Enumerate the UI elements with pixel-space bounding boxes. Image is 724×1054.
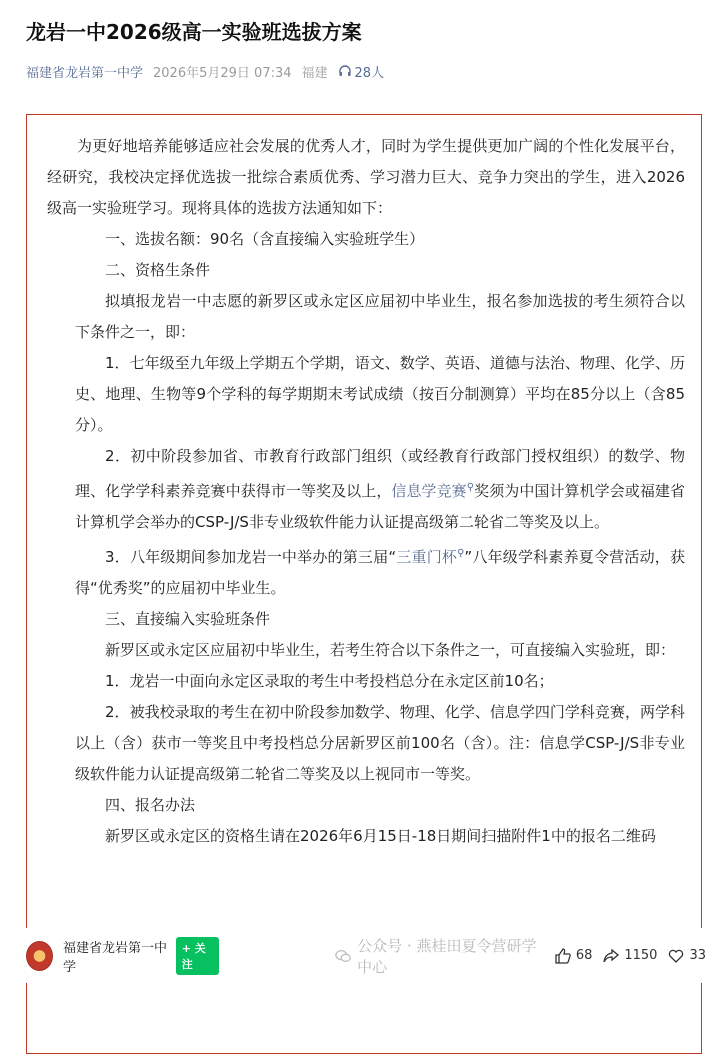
heading-direct: 三、直接编入实验班条件 (105, 610, 271, 628)
listen-button[interactable] (338, 62, 385, 81)
paragraph-signup: 新罗区或永定区的资格生请在2026年6月15日-18日期间扫描附件1中的报名二维码 (105, 827, 656, 845)
share-count: 1150 (624, 948, 658, 963)
paragraph-intro: 为更好地培养能够适应社会发展的优秀人才，同时为学生提供更加广阔的个性化发展平台，经研究，我校决定择优选拔一批综合素质优秀、学习潜力巨大、竞争力突出的学生，进入2026级高一实验班学习。现将具体的选拔方法通知如下： (47, 137, 685, 217)
heading-eligibility: 二、资格生条件 (105, 261, 211, 279)
heart-icon (667, 947, 685, 965)
heading-quota: 一、选拔名额：90名（含直接编入实验班学生） (105, 230, 425, 248)
keyword-link-sanchongmen[interactable]: 三重门杯 (396, 548, 458, 566)
search-icon: ⚲ (457, 548, 465, 559)
page-title: 龙岩一中2026级高一实验班选拔方案 (26, 20, 362, 44)
listener-count: 28人 (354, 65, 385, 81)
publish-date: 2026年5月29日 07:34 (153, 65, 292, 81)
like-button[interactable] (554, 947, 593, 965)
paragraph-eligibility: 拟填报龙岩一中志愿的新罗区或永定区应届初中毕业生，报名参加选拔的考生须符合以下条件之一，即： (75, 292, 685, 341)
condition-2: 2．初中阶段参加省、市教育行政部门组织（或经教育行政部门授权组织）的数学、物理、化学学科素养竞赛中获得市一等奖及以上，信息学竞赛⚲奖须为中国计算机学会或福建省计算机学会举办的CSP-J/S非专业级软件能力认证提高级第二轮省二等奖及以上。 (75, 447, 685, 531)
avatar[interactable] (26, 941, 53, 971)
heart-count: 33 (689, 948, 706, 963)
like-count: 68 (575, 948, 593, 963)
follow-button[interactable]: + 关注 (176, 937, 219, 975)
keyword-link-informatics[interactable]: 信息学竞赛 (391, 482, 467, 500)
headphones-icon (338, 64, 352, 78)
condition-1: 1．七年级至九年级上学期五个学期，语文、数学、英语、道德与法治、物理、化学、历史、地理、生物等9个学科的每学期期末考试成绩（按百分制测算）平均在85分以上（含85分）。 (75, 354, 685, 434)
article-meta (26, 60, 384, 82)
direct-condition-1: 1．龙岩一中面向永定区录取的考生中考投档总分在永定区前10名； (105, 672, 554, 690)
paragraph-direct: 新罗区或永定区应届初中毕业生，若考生符合以下条件之一，可直接编入实验班，即： (105, 641, 676, 659)
account-name[interactable]: 福建省龙岩第一中学 (63, 940, 168, 975)
watermark (335, 935, 544, 977)
search-icon: ⚲ (466, 482, 475, 493)
favorite-button[interactable] (667, 947, 706, 965)
article-body (26, 114, 702, 1054)
heading-signup: 四、报名办法 (105, 796, 196, 814)
thumbs-up-icon (554, 947, 572, 965)
source-account-link[interactable]: 福建省龙岩第一中学 (26, 65, 144, 81)
watermark-text: 公众号 · 燕桂田夏令营研学中心 (357, 936, 537, 976)
bottom-bar (0, 928, 724, 983)
region-label: 福建 (301, 65, 328, 81)
condition-3: 3．八年级期间参加龙岩一中举办的第三届“三重门杯⚲”八年级学科素养夏令营活动，获得“优秀奖”的应届初中毕业生。 (75, 548, 685, 597)
share-button[interactable] (602, 947, 657, 965)
wechat-icon (335, 948, 351, 964)
direct-condition-2: 2．被我校录取的考生在初中阶段参加数学、物理、化学、信息学四门学科竞赛，两学科以上（含）获市一等奖且中考投档总分居新罗区前100名（含）。注：信息学CSP-J/S非专业级软件能力认证提高级第二轮省二等奖及以上视同市一等奖。 (75, 703, 685, 783)
share-icon (602, 947, 620, 965)
action-group (544, 947, 706, 965)
